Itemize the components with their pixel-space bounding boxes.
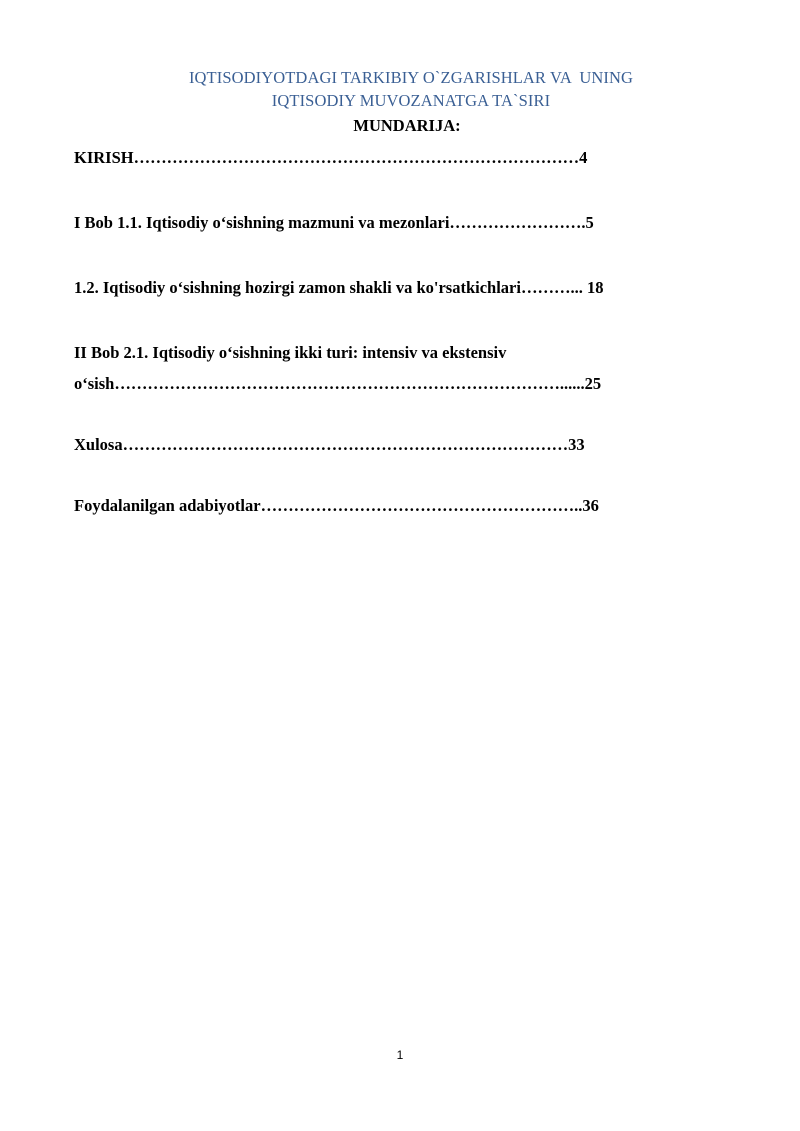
toc-entry-kirish: KIRISH………………………………………………………………………4 [74,148,588,167]
toc-entry-chapter-2-1-continued: o‘sish………………………………………………………………………......25 [74,374,602,393]
toc-entry-xulosa: Xulosa………………………………………………………………………33 [74,435,585,454]
document-title [0,66,800,112]
toc-entry-chapter-1-2: 1.2. Iqtisodiy o‘sishning hozirgi zamon shakli va ko'rsatkichlari………... 18 [74,278,604,297]
toc-entry-references: Foydalanilgan adabiyotlar…………………………………………………..36 [74,496,599,515]
page-number: 1 [396,1048,404,1062]
document-title-line-2: IQTISODIY MUVOZANATGA TA`SIRI [271,91,551,110]
toc-entry-chapter-1-1: I Bob 1.1. Iqtisodiy o‘sishning mazmuni va mezonlari…………………….5 [74,213,594,232]
document-title-line-1: IQTISODIYOTDAGI TARKIBIY O`ZGARISHLAR VA UNING [188,68,634,87]
toc-heading: MUNDARIJA: [353,116,461,135]
toc-entry-chapter-2-1: II Bob 2.1. Iqtisodiy o‘sishning ikki turi: intensiv va ekstensiv [74,343,507,362]
